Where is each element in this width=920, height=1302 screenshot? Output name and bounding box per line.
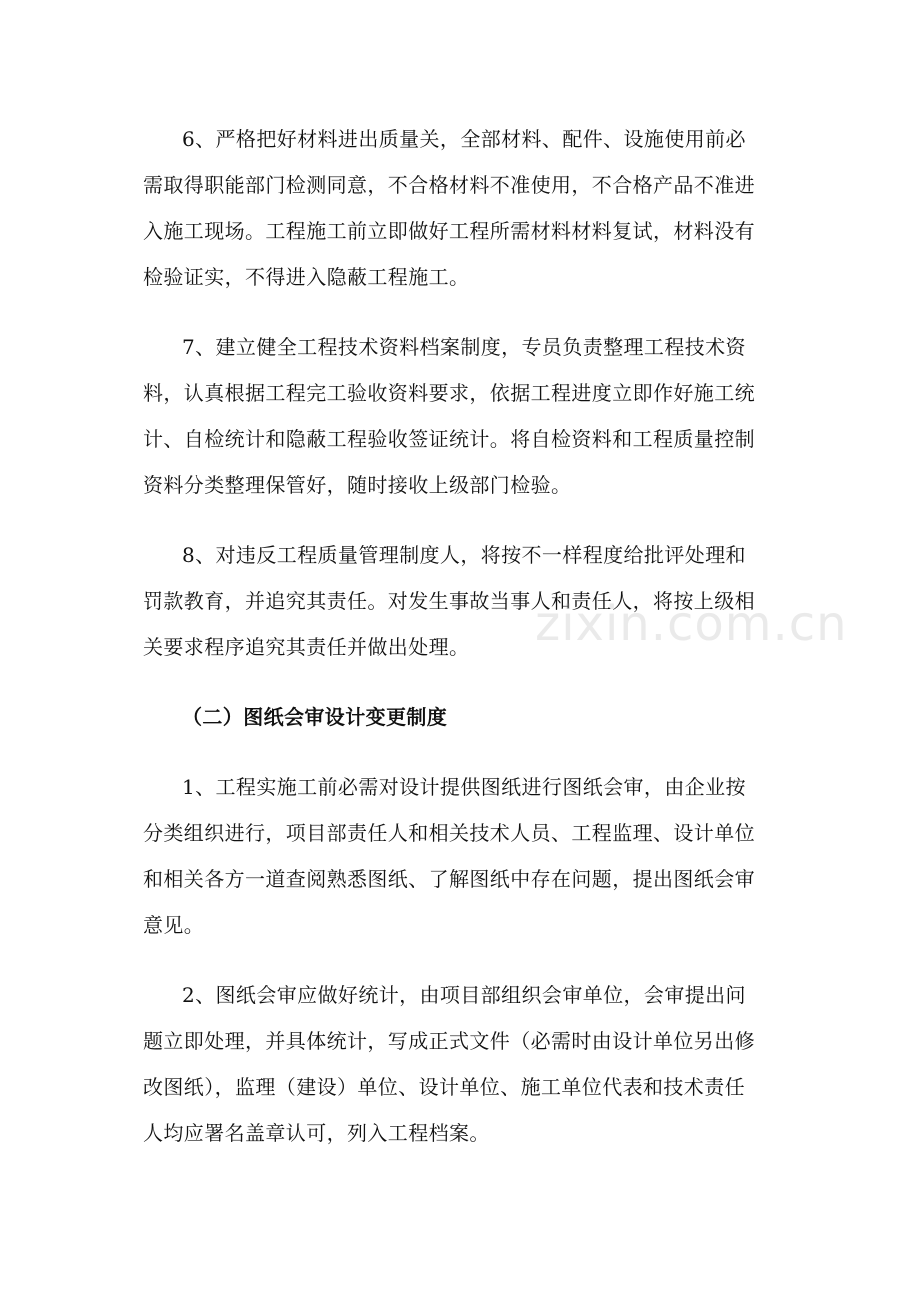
- item-2-line-1: 2、图纸会审应做好统计，由项目部组织会审单位，会审提出问: [182, 983, 746, 1007]
- section-heading: （二）图纸会审设计变更制度: [182, 705, 448, 729]
- paragraph-6-line-4: 检验证实，不得进入隐蔽工程施工。: [143, 265, 470, 289]
- paragraph-8-line-2: 罚款教育，并追究其责任。对发生事故当事人和责任人，将按上级相: [143, 589, 755, 613]
- item-1-line-1: 1、工程实施工前必需对设计提供图纸进行图纸会审，由企业按: [182, 775, 746, 799]
- paragraph-7-line-4: 资料分类整理保管好，随时接收上级部门检验。: [143, 473, 572, 497]
- item-2-line-4: 人均应署名盖章认可，列入工程档案。: [143, 1121, 490, 1145]
- paragraph-6-line-1: 6、严格把好材料进出质量关，全部材料、配件、设施使用前必: [182, 127, 746, 151]
- paragraph-7-line-1: 7、建立健全工程技术资料档案制度，专员负责整理工程技术资: [182, 335, 746, 359]
- item-1-line-2: 分类组织进行，项目部责任人和相关技术人员、工程监理、设计单位: [143, 821, 755, 845]
- item-1-line-3: 和相关各方一道查阅熟悉图纸、了解图纸中存在问题，提出图纸会审: [143, 867, 755, 891]
- item-2-line-3: 改图纸），监理（建设）单位、设计单位、施工单位代表和技术责任: [143, 1075, 745, 1099]
- paragraph-6-line-2: 需取得职能部门检测同意，不合格材料不准使用，不合格产品不准进: [143, 173, 755, 197]
- item-1-line-4: 意见。: [143, 913, 205, 937]
- paragraph-7-line-3: 计、自检统计和隐蔽工程验收签证统计。将自检资料和工程质量控制: [143, 427, 755, 451]
- watermark: zixin.com.cn: [535, 596, 848, 652]
- paragraph-7-line-2: 料，认真根据工程完工验收资料要求，依据工程进度立即作好施工统: [143, 381, 755, 405]
- paragraph-8-line-1: 8、对违反工程质量管理制度人，将按不一样程度给批评处理和: [182, 543, 746, 567]
- item-2-line-2: 题立即处理，并具体统计，写成正式文件（必需时由设计单位另出修: [143, 1029, 755, 1053]
- paragraph-8-line-3: 关要求程序追究其责任并做出处理。: [143, 635, 470, 659]
- paragraph-6-line-3: 入施工现场。工程施工前立即做好工程所需材料材料复试，材料没有: [143, 219, 755, 243]
